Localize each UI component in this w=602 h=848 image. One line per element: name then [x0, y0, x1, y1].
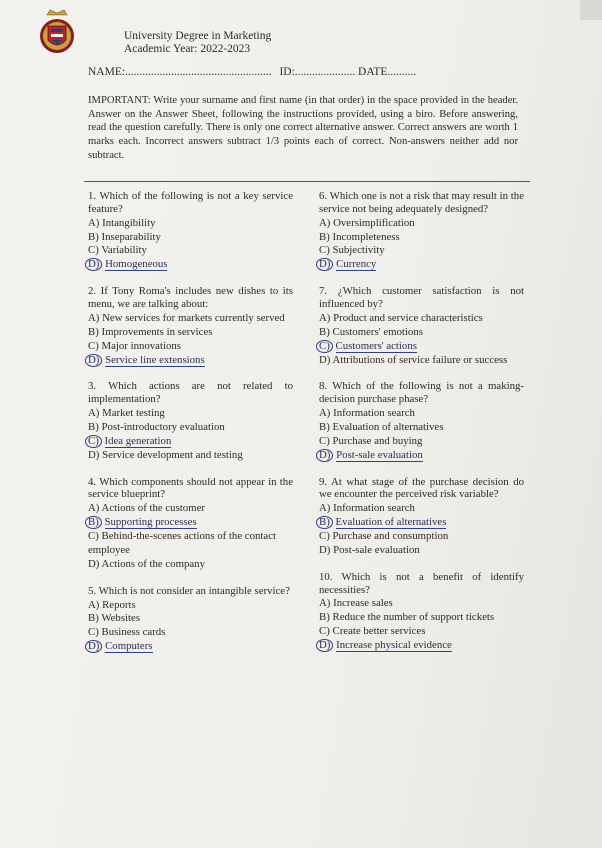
option-text: Evaluation of alternatives [335, 516, 447, 529]
option-letter: A) [319, 597, 331, 610]
option-letter: C) [88, 530, 99, 543]
question-block [88, 285, 293, 367]
answer-option[interactable] [319, 407, 524, 421]
option-text: Create better services [332, 625, 426, 638]
university-crest-logo [38, 8, 76, 56]
option-letter: A) [319, 407, 331, 420]
option-text: Improvements in services [101, 325, 213, 338]
question-text: 9. At what stage of the purchase decision do we encounter the perceived risk variable? [319, 475, 524, 501]
option-letter: C) [88, 626, 99, 639]
option-letter: C) [88, 339, 99, 352]
answer-option-selected[interactable] [319, 639, 524, 653]
answer-option[interactable] [88, 502, 293, 516]
option-text: Post-introductory evaluation [101, 420, 225, 433]
option-letter: C) [88, 244, 99, 257]
option-letter: B) [319, 611, 330, 624]
answer-option-selected[interactable] [319, 258, 524, 272]
answer-option[interactable] [319, 544, 524, 558]
answer-option[interactable] [88, 407, 293, 421]
answer-option[interactable] [319, 231, 524, 245]
questions-column-left [88, 190, 293, 667]
degree-title: University Degree in Marketing [124, 30, 272, 42]
question-block [319, 380, 524, 462]
answer-option[interactable] [319, 597, 524, 611]
option-text: Increase sales [333, 597, 393, 610]
answer-option[interactable] [88, 558, 293, 572]
option-text: Service line extensions [105, 353, 205, 366]
option-letter: A) [88, 502, 100, 515]
option-text: Idea generation [104, 434, 172, 447]
option-letter: A) [319, 216, 331, 229]
option-letter: C) [319, 434, 330, 447]
option-text: Information search [333, 407, 415, 420]
option-letter: D) [316, 449, 333, 462]
answer-option[interactable] [319, 502, 524, 516]
option-text: New services for markets currently served [102, 311, 285, 324]
option-text: Computers [105, 640, 153, 653]
option-text: Websites [101, 612, 141, 625]
academic-year: Academic Year: 2022-2023 [124, 43, 251, 55]
instructions-paragraph: IMPORTANT: Write your surname and first name (in that order) in the space provided in the header. Answer on the Answer Sheet, following the instructions provided, using a biro. Before answering, read the question carefully. There is only one correct alternative answer. Correct answers are worth 1 marks each. Incorrect answers subtract 1/3 points each of correct. Non-answers neither add nor subtract. [88, 95, 518, 161]
option-letter: A) [319, 502, 331, 515]
option-letter: D) [85, 354, 102, 367]
option-text: Service development and testing [102, 448, 243, 461]
option-text: Incompleteness [332, 230, 400, 243]
answer-option[interactable] [319, 625, 524, 639]
option-letter: D) [88, 448, 100, 461]
answer-option[interactable] [88, 626, 293, 640]
option-letter: A) [88, 598, 100, 611]
option-letter: B) [88, 612, 99, 625]
question-block [88, 476, 293, 572]
answer-option[interactable] [88, 312, 293, 326]
option-text: Oversimplification [333, 216, 415, 229]
option-text: Market testing [102, 407, 165, 420]
answer-option-selected[interactable] [88, 516, 293, 530]
question-text: 4. Which components should not appear in the service blueprint? [88, 475, 293, 501]
section-divider [84, 181, 530, 182]
answer-option[interactable] [319, 611, 524, 625]
option-letter: D) [319, 353, 331, 366]
option-text: Reports [102, 598, 136, 611]
answer-option[interactable] [88, 530, 293, 558]
answer-option[interactable] [319, 530, 524, 544]
question-block [88, 585, 293, 654]
questions-column-right [319, 190, 524, 666]
option-letter: B) [85, 516, 102, 529]
option-letter: B) [319, 420, 330, 433]
question-block [319, 571, 524, 653]
answer-option[interactable] [88, 217, 293, 231]
question-block [319, 285, 524, 367]
option-letter: A) [88, 311, 100, 324]
option-letter: D) [85, 258, 102, 271]
option-letter: B) [319, 325, 330, 338]
option-text: Attributions of service failure or success [332, 353, 508, 366]
answer-option[interactable] [88, 231, 293, 245]
option-text: Actions of the customer [101, 502, 205, 515]
option-letter: A) [88, 407, 100, 420]
option-text: Increase physical evidence [336, 639, 452, 652]
option-text: Customers' actions [335, 339, 417, 352]
option-letter: B) [88, 420, 99, 433]
option-text: Inseparability [101, 230, 161, 243]
option-letter: B) [316, 516, 333, 529]
answer-option[interactable] [88, 340, 293, 354]
option-text: Purchase and consumption [332, 530, 449, 543]
question-block [319, 190, 524, 272]
question-text: 1. Which of the following is not a key service feature? [88, 190, 293, 215]
answer-option-selected[interactable] [319, 516, 524, 530]
option-text: Evaluation of alternatives [332, 420, 444, 433]
answer-option[interactable] [319, 217, 524, 231]
option-text: Actions of the company [101, 557, 205, 570]
answer-option[interactable] [319, 435, 524, 449]
answer-option[interactable] [319, 354, 524, 368]
option-letter: C) [319, 625, 330, 638]
answer-option[interactable] [319, 244, 524, 258]
option-text: Customers' emotions [332, 325, 423, 338]
question-text: 8. Which of the following is not a making-decision purchase phase? [319, 380, 524, 406]
question-text: 7. ¿Which customer satisfaction is not influenced by? [319, 285, 524, 311]
option-text: Variability [101, 244, 147, 257]
option-letter: C) [85, 435, 102, 448]
question-text: 3. Which actions are not related to implementation? [88, 380, 293, 406]
option-text: Homogeneous [105, 258, 168, 271]
question-text: 2. If Tony Roma's includes new dishes to its menu, we are talking about: [88, 285, 293, 311]
option-letter: C) [316, 340, 333, 353]
option-text: Business cards [101, 626, 166, 639]
option-text: Post-sale evaluation [336, 448, 423, 461]
option-text: Behind-the-scenes actions of the contact employee [88, 530, 276, 556]
option-letter: C) [319, 244, 330, 257]
option-text: Post-sale evaluation [333, 543, 420, 556]
option-letter: D) [316, 639, 333, 652]
option-letter: A) [88, 216, 100, 229]
option-letter: D) [88, 557, 100, 570]
answer-option-selected[interactable] [88, 640, 293, 654]
option-letter: D) [85, 640, 102, 653]
question-text: 6. Which one is not a risk that may result in the service not being adequately designed? [319, 190, 524, 215]
answer-option[interactable] [88, 449, 293, 463]
name-field[interactable]: NAME:................................................... [88, 66, 272, 78]
date-field[interactable]: DATE.......... [358, 66, 417, 78]
option-text: Purchase and buying [332, 434, 423, 447]
option-letter: B) [88, 230, 99, 243]
option-text: Major innovations [101, 339, 181, 352]
option-text: Information search [333, 502, 415, 515]
question-block [88, 190, 293, 272]
answer-option-selected[interactable] [319, 449, 524, 463]
answer-option-selected[interactable] [88, 354, 293, 368]
option-letter: C) [319, 530, 330, 543]
answer-option[interactable] [319, 421, 524, 435]
option-text: Supporting processes [104, 516, 197, 529]
option-text: Intangibility [102, 216, 156, 229]
answer-option-selected[interactable] [88, 435, 293, 449]
question-text: 5. Which is not consider an intangible service? [88, 584, 290, 597]
answer-option[interactable] [88, 244, 293, 258]
option-letter: B) [319, 230, 330, 243]
option-letter: D) [319, 543, 331, 556]
option-text: Reduce the number of support tickets [332, 611, 495, 624]
answer-option[interactable] [88, 599, 293, 613]
option-text: Currency [336, 258, 377, 271]
question-text: 10. Which is not a benefit of identify necessities? [319, 570, 524, 596]
option-text: Subjectivity [332, 244, 385, 257]
option-letter: D) [316, 258, 333, 271]
answer-option-selected[interactable] [88, 258, 293, 272]
answer-option[interactable] [319, 326, 524, 340]
answer-option[interactable] [88, 612, 293, 626]
answer-option-selected[interactable] [319, 340, 524, 354]
page-fold [580, 0, 602, 20]
question-block [319, 476, 524, 558]
answer-option[interactable] [88, 421, 293, 435]
answer-option[interactable] [319, 312, 524, 326]
option-letter: B) [88, 325, 99, 338]
option-text: Product and service characteristics [333, 311, 483, 324]
answer-option[interactable] [88, 326, 293, 340]
option-letter: A) [319, 311, 331, 324]
id-field[interactable]: ID:..................... [279, 66, 356, 78]
question-block [88, 380, 293, 462]
header-fields [88, 66, 416, 78]
